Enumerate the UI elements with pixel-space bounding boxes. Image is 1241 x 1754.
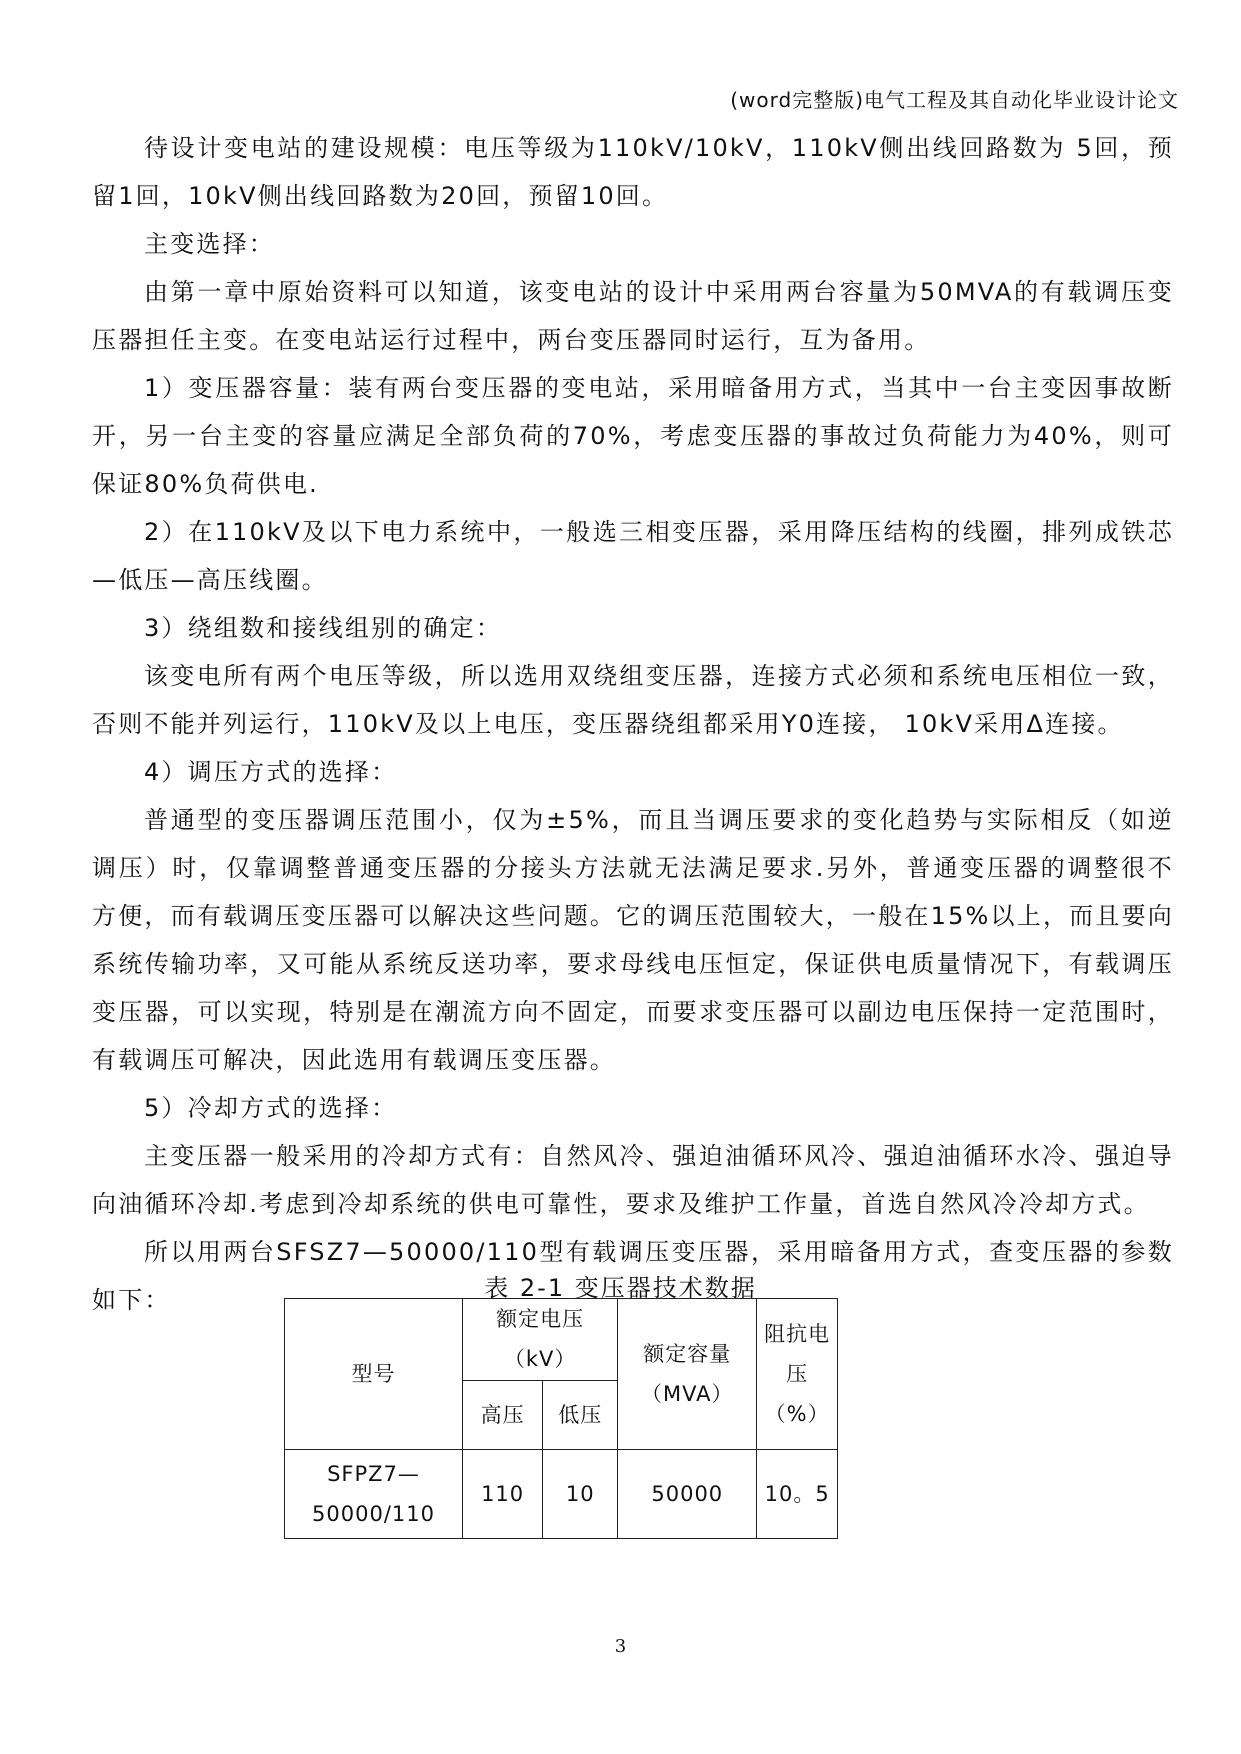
page-number: 3: [614, 1636, 627, 1657]
transformer-data-table: [284, 1298, 838, 1539]
table-row: [285, 1450, 838, 1539]
cell-impedance: 10。5: [757, 1450, 838, 1539]
paragraph-main-transformer: 由第一章中原始资料可以知道，该变电站的设计中采用两台容量为50MVA的有载调压变压器担任主变。在变电站运行过程中，两台变压器同时运行，互为备用。: [92, 278, 1174, 354]
heading-cooling: 5）冷却方式的选择：: [144, 1094, 398, 1122]
header-high-voltage: 高压: [463, 1380, 543, 1449]
heading-voltage-regulation: 4）调压方式的选择：: [144, 758, 398, 786]
cell-high-voltage: 110: [463, 1450, 543, 1539]
cell-low-voltage: 10: [543, 1450, 618, 1539]
header-model: 型号: [285, 1299, 463, 1450]
header-impedance: 阻抗电压（%）: [757, 1299, 838, 1450]
cell-model: SFPZ7—50000/110: [285, 1450, 463, 1539]
header-low-voltage: 低压: [543, 1380, 618, 1449]
heading-main-transformer: 主变选择：: [144, 230, 275, 258]
paragraph-cooling: 主变压器一般采用的冷却方式有：自然风冷、强迫油循环风冷、强迫油循环水冷、强迫导向油循环冷却.考虑到冷却系统的供电可靠性，要求及维护工作量，首选自然风冷冷却方式。: [92, 1142, 1174, 1218]
heading-winding: 3）绕组数和接线组别的确定：: [144, 614, 503, 642]
paragraph-conclusion: 所以用两台SFSZ7—50000/110型有载调压变压器，采用暗备用方式，查变压器的参数如下：: [92, 1238, 1174, 1314]
paragraph-scale: 待设计变电站的建设规模：电压等级为110kV/10kV，110kV侧出线回路数为 5回，预留1回，10kV侧出线回路数为20回，预留10回。: [92, 134, 1174, 210]
document-header: (word完整版)电气工程及其自动化毕业设计论文: [730, 88, 1179, 112]
header-rated-voltage: 额定电压（kV）: [463, 1299, 618, 1381]
paragraph-three-phase: 2）在110kV及以下电力系统中，一般选三相变压器，采用降压结构的线圈，排列成铁芯—低压—高压线圈。: [92, 518, 1174, 594]
cell-capacity: 50000: [618, 1450, 757, 1539]
paragraph-capacity: 1）变压器容量：装有两台变压器的变电站，采用暗备用方式，当其中一台主变因事故断开，另一台主变的容量应满足全部负荷的70%，考虑变压器的事故过负荷能力为40%，则可保证80%负荷供电.: [92, 374, 1174, 498]
paragraph-voltage-regulation: 普通型的变压器调压范围小，仅为±5%，而且当调压要求的变化趋势与实际相反（如逆调压）时，仅靠调整普通变压器的分接头方法就无法满足要求.另外，普通变压器的调整很不方便，而有载调压变压器可以解决这些问题。它的调压范围较大，一般在15%以上，而且要向系统传输功率，又可能从系统反送功率，要求母线电压恒定，保证供电质量情况下，有载调压变压器，可以实现，特别是在潮流方向不固定，而要求变压器可以副边电压保持一定范围时，有载调压可解决，因此选用有载调压变压器。: [92, 806, 1174, 1074]
table-caption: 表 2-1 变压器技术数据: [484, 1274, 757, 1302]
document-body: [92, 124, 1174, 1324]
header-capacity: 额定容量（MVA）: [618, 1299, 757, 1450]
paragraph-winding: 该变电所有两个电压等级，所以选用双绕组变压器，连接方式必须和系统电压相位一致，否则不能并列运行，110kV及以上电压，变压器绕组都采用Y0连接， 10kV采用Δ连接。: [92, 662, 1174, 738]
